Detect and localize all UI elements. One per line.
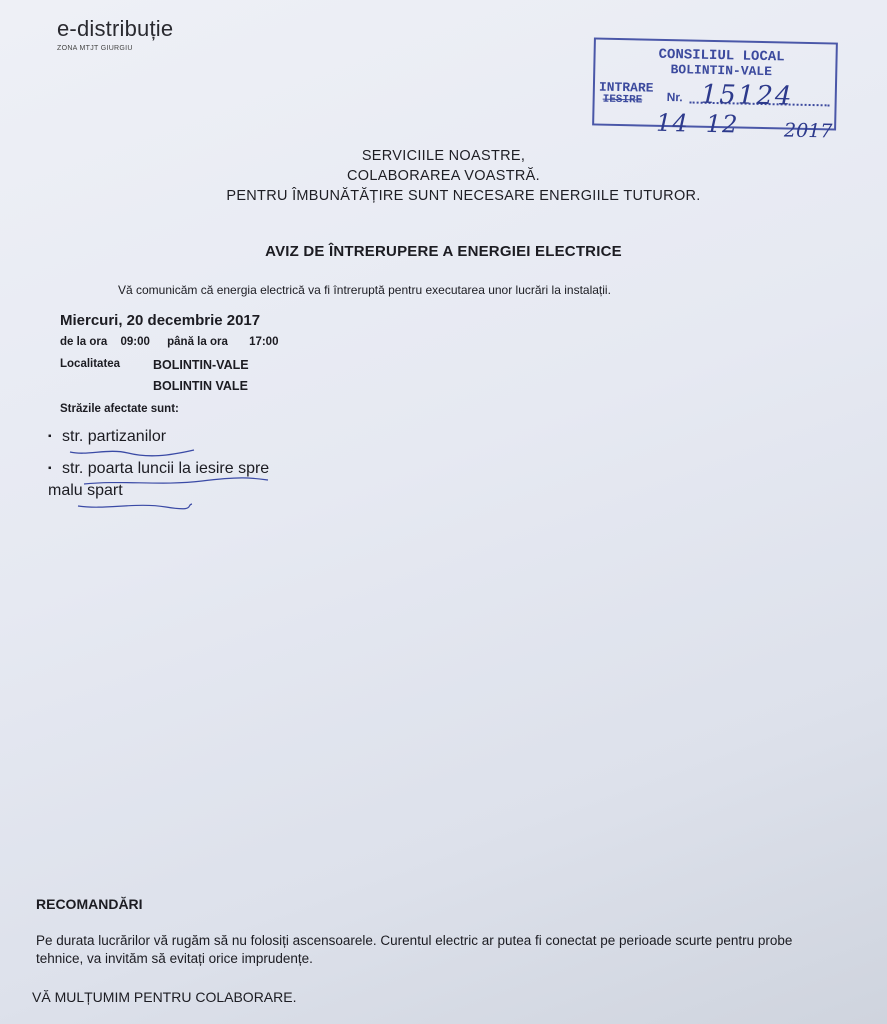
- recommendations-text: Pe durata lucrărilor vă rugăm să nu folosiți ascensoarele. Curentul electric ar putea fi conectat pe perioade scurte pentru probe tehnice, va invităm să evitați orice imprudențe.: [36, 933, 793, 966]
- handwritten-underline: [76, 498, 196, 512]
- to-label: până la ora: [167, 336, 228, 348]
- stamp-line-town: BOLINTIN-VALE: [670, 62, 773, 80]
- bullet-icon: ▪: [48, 431, 52, 442]
- from-time: 09:00: [120, 336, 150, 348]
- slogan: [0, 146, 887, 206]
- slogan-line: COLABORAREA VOASTRĂ.: [347, 168, 540, 184]
- outage-date: Miercuri, 20 decembrie 2017: [60, 312, 261, 329]
- stamp-intrare: INTRARE: [598, 79, 654, 96]
- recommendations-title: RECOMANDĂRI: [36, 896, 143, 912]
- notice-intro: Vă comunicăm că energia electrică va fi întreruptă pentru executarea unor lucrări la instalații.: [118, 283, 611, 297]
- closing-line: VĂ MULȚUMIM PENTRU COLABORARE.: [32, 989, 297, 1005]
- stamp-handwritten-date: 14 12: [655, 108, 739, 139]
- streets-label: Străzile afectate sunt:: [60, 403, 179, 415]
- registration-stamp: [592, 37, 838, 143]
- logo-name: e-distribuție: [57, 16, 174, 41]
- notice-title: AVIZ DE ÎNTRERUPERE A ENERGIEI ELECTRICE: [265, 243, 622, 260]
- locality-label: Localitatea: [60, 358, 121, 370]
- from-label: de la ora: [60, 336, 108, 348]
- slogan-line: SERVICIILE NOASTRE,: [361, 148, 526, 164]
- handwritten-underline: [82, 474, 272, 488]
- company-logo: [57, 16, 173, 52]
- bullet-icon: ▪: [48, 463, 52, 474]
- street-name: str. partizanilor: [62, 428, 167, 445]
- slogan-line: PENTRU ÎMBUNĂTĂȚIRE SUNT NECESARE ENERGIILE TUTUROR.: [226, 188, 701, 204]
- logo-subtitle: ZONA MTJT GIURGIU: [57, 45, 133, 52]
- to-time: 17:00: [249, 336, 279, 348]
- locality-value: BOLINTIN-VALE: [153, 358, 249, 372]
- locality-value: BOLINTIN VALE: [153, 379, 248, 393]
- stamp-iesire: IESIRE: [602, 93, 643, 107]
- handwritten-underline: [68, 444, 198, 458]
- stamp-handwritten-number: 15124: [700, 79, 794, 112]
- outage-hours: [60, 336, 278, 348]
- stamp-handwritten-year: 2017: [783, 119, 833, 143]
- street-name: str. poarta luncii la iesire spre malu spart: [48, 460, 270, 499]
- stamp-line-council: CONSILIUL LOCAL: [658, 46, 785, 66]
- stamp-nr-label: Nr.: [666, 89, 683, 105]
